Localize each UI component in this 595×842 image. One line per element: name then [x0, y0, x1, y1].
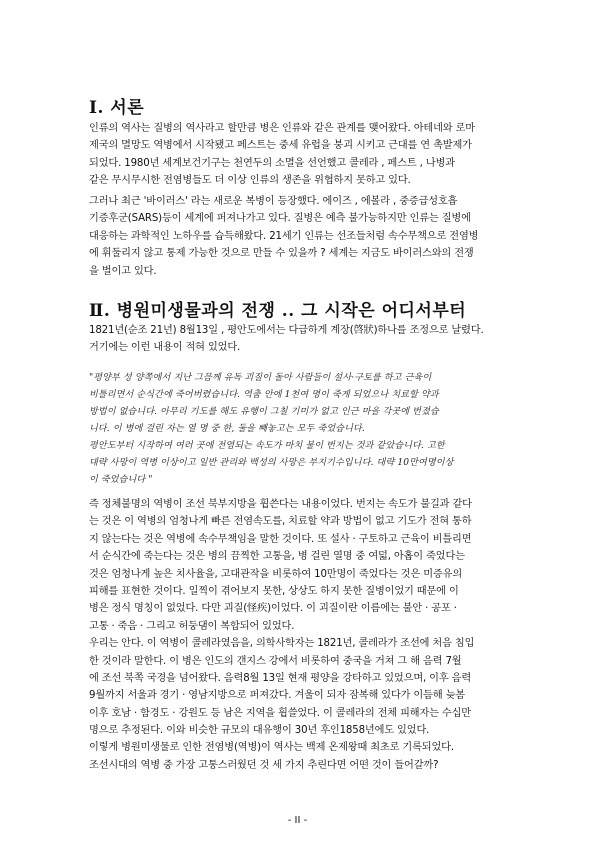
section-1-paragraph-1 [89, 120, 517, 190]
text-line: 되었다. 1980년 세계보건기구는 천연두의 소멸을 선언했고 콜레라 , 페스트 , 나병과 [89, 157, 455, 169]
section-1-paragraph-2 [89, 193, 517, 280]
quote-line: 평안도부터 시작하여 여러 곳에 전염되는 속도가 마치 불이 번지는 것과 같았습니다. 고한 [89, 441, 445, 451]
text-line: 그러나 최근 '바이러스' 라는 새로운 복병이 등장했다. 에이즈 , 에볼라 , 중증급성호흡 [89, 196, 458, 207]
text-line: 이렇게 병원미생물로 인한 전염병(역병)이 역사는 백제 온제왕때 최초로 기록되었다. [89, 742, 454, 754]
text-line: 피해를 표현한 것이다. 일찍이 겪어보지 못한, 상상도 하지 못한 질병이었기 때문에 이 [89, 585, 459, 597]
text-line: 서 순식간에 죽는다는 것은 병의 끔찍한 고통을, 병 걸린 열명 중 여덟, 아홉이 죽었다는 [89, 551, 465, 563]
historical-quote [89, 370, 519, 489]
text-line: 조선시대의 역병 중 가장 고통스러웠던 것 세 가지 추린다면 어떤 것이 들어갈까? [89, 759, 439, 771]
text-line: 을 벌이고 있다. [89, 265, 157, 277]
text-line: 한 것이라 말한다. 이 병은 인도의 갠지스 강에서 비롯하여 중국을 거쳐 그 해 음력 7월 [89, 655, 462, 667]
quote-line: 방법이 없습니다. 아무리 기도를 해도 유행이 그칠 기미가 없고 인근 마을 각곳에 번졌습 [89, 407, 439, 417]
text-line: 같은 무시무시한 전염병들도 더 이상 인류의 생존을 위협하지 못하고 있다. [89, 175, 411, 187]
text-line: 에 조선 북쪽 국경을 넘어왔다. 음력8월 13일 현재 평양을 강타하고 있었으며, 이후 음력 [89, 672, 472, 684]
text-line: 기증후군(SARS)등이 세계에 퍼져나가고 있다. 질병은 예측 불가능하지만 인류는 질병에 [89, 213, 471, 225]
section-2-intro [89, 322, 517, 357]
text-line: 대응하는 과학적인 노하우를 습득해왔다. 21세기 인류는 선조들처럼 속수무책으로 전염병 [89, 230, 479, 242]
text-line: 고통 · 죽음 · 그리고 허둥댐이 복합되어 있었다. [89, 620, 295, 632]
text-line: 지 않는다는 것은 역병에 속수무책임을 말한 것이다. 또 설사 · 구토하고 근육이 비틀리면 [89, 533, 472, 545]
text-line: 명으로 추정된다. 이와 비슷한 규모의 대유행이 30년 후인1858년에도 있었다. [89, 725, 430, 737]
text-line: 이후 호남 · 함경도 · 강원도 등 남은 지역을 휩쓸었다. 이 콜레라의 전체 피해자는 수십만 [89, 707, 471, 719]
text-line: 거기에는 이런 내용이 적혀 있었다. [89, 342, 241, 354]
text-line: 에 휘둘리지 않고 통제 가능한 것으로 만들 수 있을까 ? 세계는 지금도 바이러스와의 전쟁 [89, 248, 474, 260]
text-line: 제국의 멸망도 역병에서 시작됐고 페스트는 중세 유럽을 붕괴 시키고 근대를 연 촉발제가 [89, 140, 472, 152]
quote-line: 대략 사망이 역병 이상이고 일반 관리와 백성의 사망은 부지기수입니다. 대략 10만여명이상 [89, 458, 454, 468]
quote-line: 비틀리면서 순식간에 죽어버렸습니다. 역춤 안에 1천여 명이 죽게 되었으나 치료할 약과 [89, 390, 439, 400]
text-line: 9월까지 서울과 경기 · 영남지방으로 퍼져갔다. 겨울이 되자 잠복해 있다가 이듬해 늦봄 [89, 690, 465, 702]
text-line: 것은 엄청나게 높은 치사율을, 고대관작을 비롯하여 10만명이 죽었다는 것은 미증유의 [89, 568, 463, 580]
text-line: 우리는 안다. 이 역병이 콜레라였음을, 의학사학자는 1821년, 콜레라가 조선에 처음 침입 [89, 638, 475, 650]
page-number: - II - [287, 815, 308, 826]
text-line: 병은 정식 명칭이 없었다. 다만 괴질(怪疾)이었다. 이 괴질이란 이름에는 불안 · 공포 · [89, 603, 457, 615]
quote-line: 니다. 이 병에 걸린 자는 열 명 중 한, 둘을 빼놓고는 모두 죽었습니다. [89, 424, 365, 434]
quote-line: 이 죽었습니다 " [89, 475, 153, 485]
text-line: 1821년(순조 21년) 8월13일 , 평안도에서는 다급하게 계장(啓狀)하나를 조정으로 날렸다. [89, 325, 484, 336]
section-2-heading: Ⅱ. 병원미생물과의 전쟁 .. 그 시작은 어디서부터 [89, 301, 467, 321]
quote-line: "평양부 성 양쪽에서 지난 그믐께 유독 괴질이 돌아 사람들이 설사·구토를 하고 근육이 [89, 373, 432, 383]
text-line: 즉 정체불명의 역병이 조선 북부지방을 휩쓴다는 내용이었다. 번지는 속도가 불길과 같다 [89, 499, 472, 510]
section-2-body [89, 496, 517, 774]
text-line: 는 것은 이 역병의 엄청나게 빠른 전염속도를, 치료할 약과 방법이 없고 기도가 전혀 통하 [89, 516, 472, 528]
text-line: 인류의 역사는 질병의 역사라고 할만큼 병은 인류와 같은 관계를 맺어왔다. 아테네와 로마 [89, 123, 475, 134]
section-1-heading: Ⅰ. 서론 [89, 98, 145, 118]
